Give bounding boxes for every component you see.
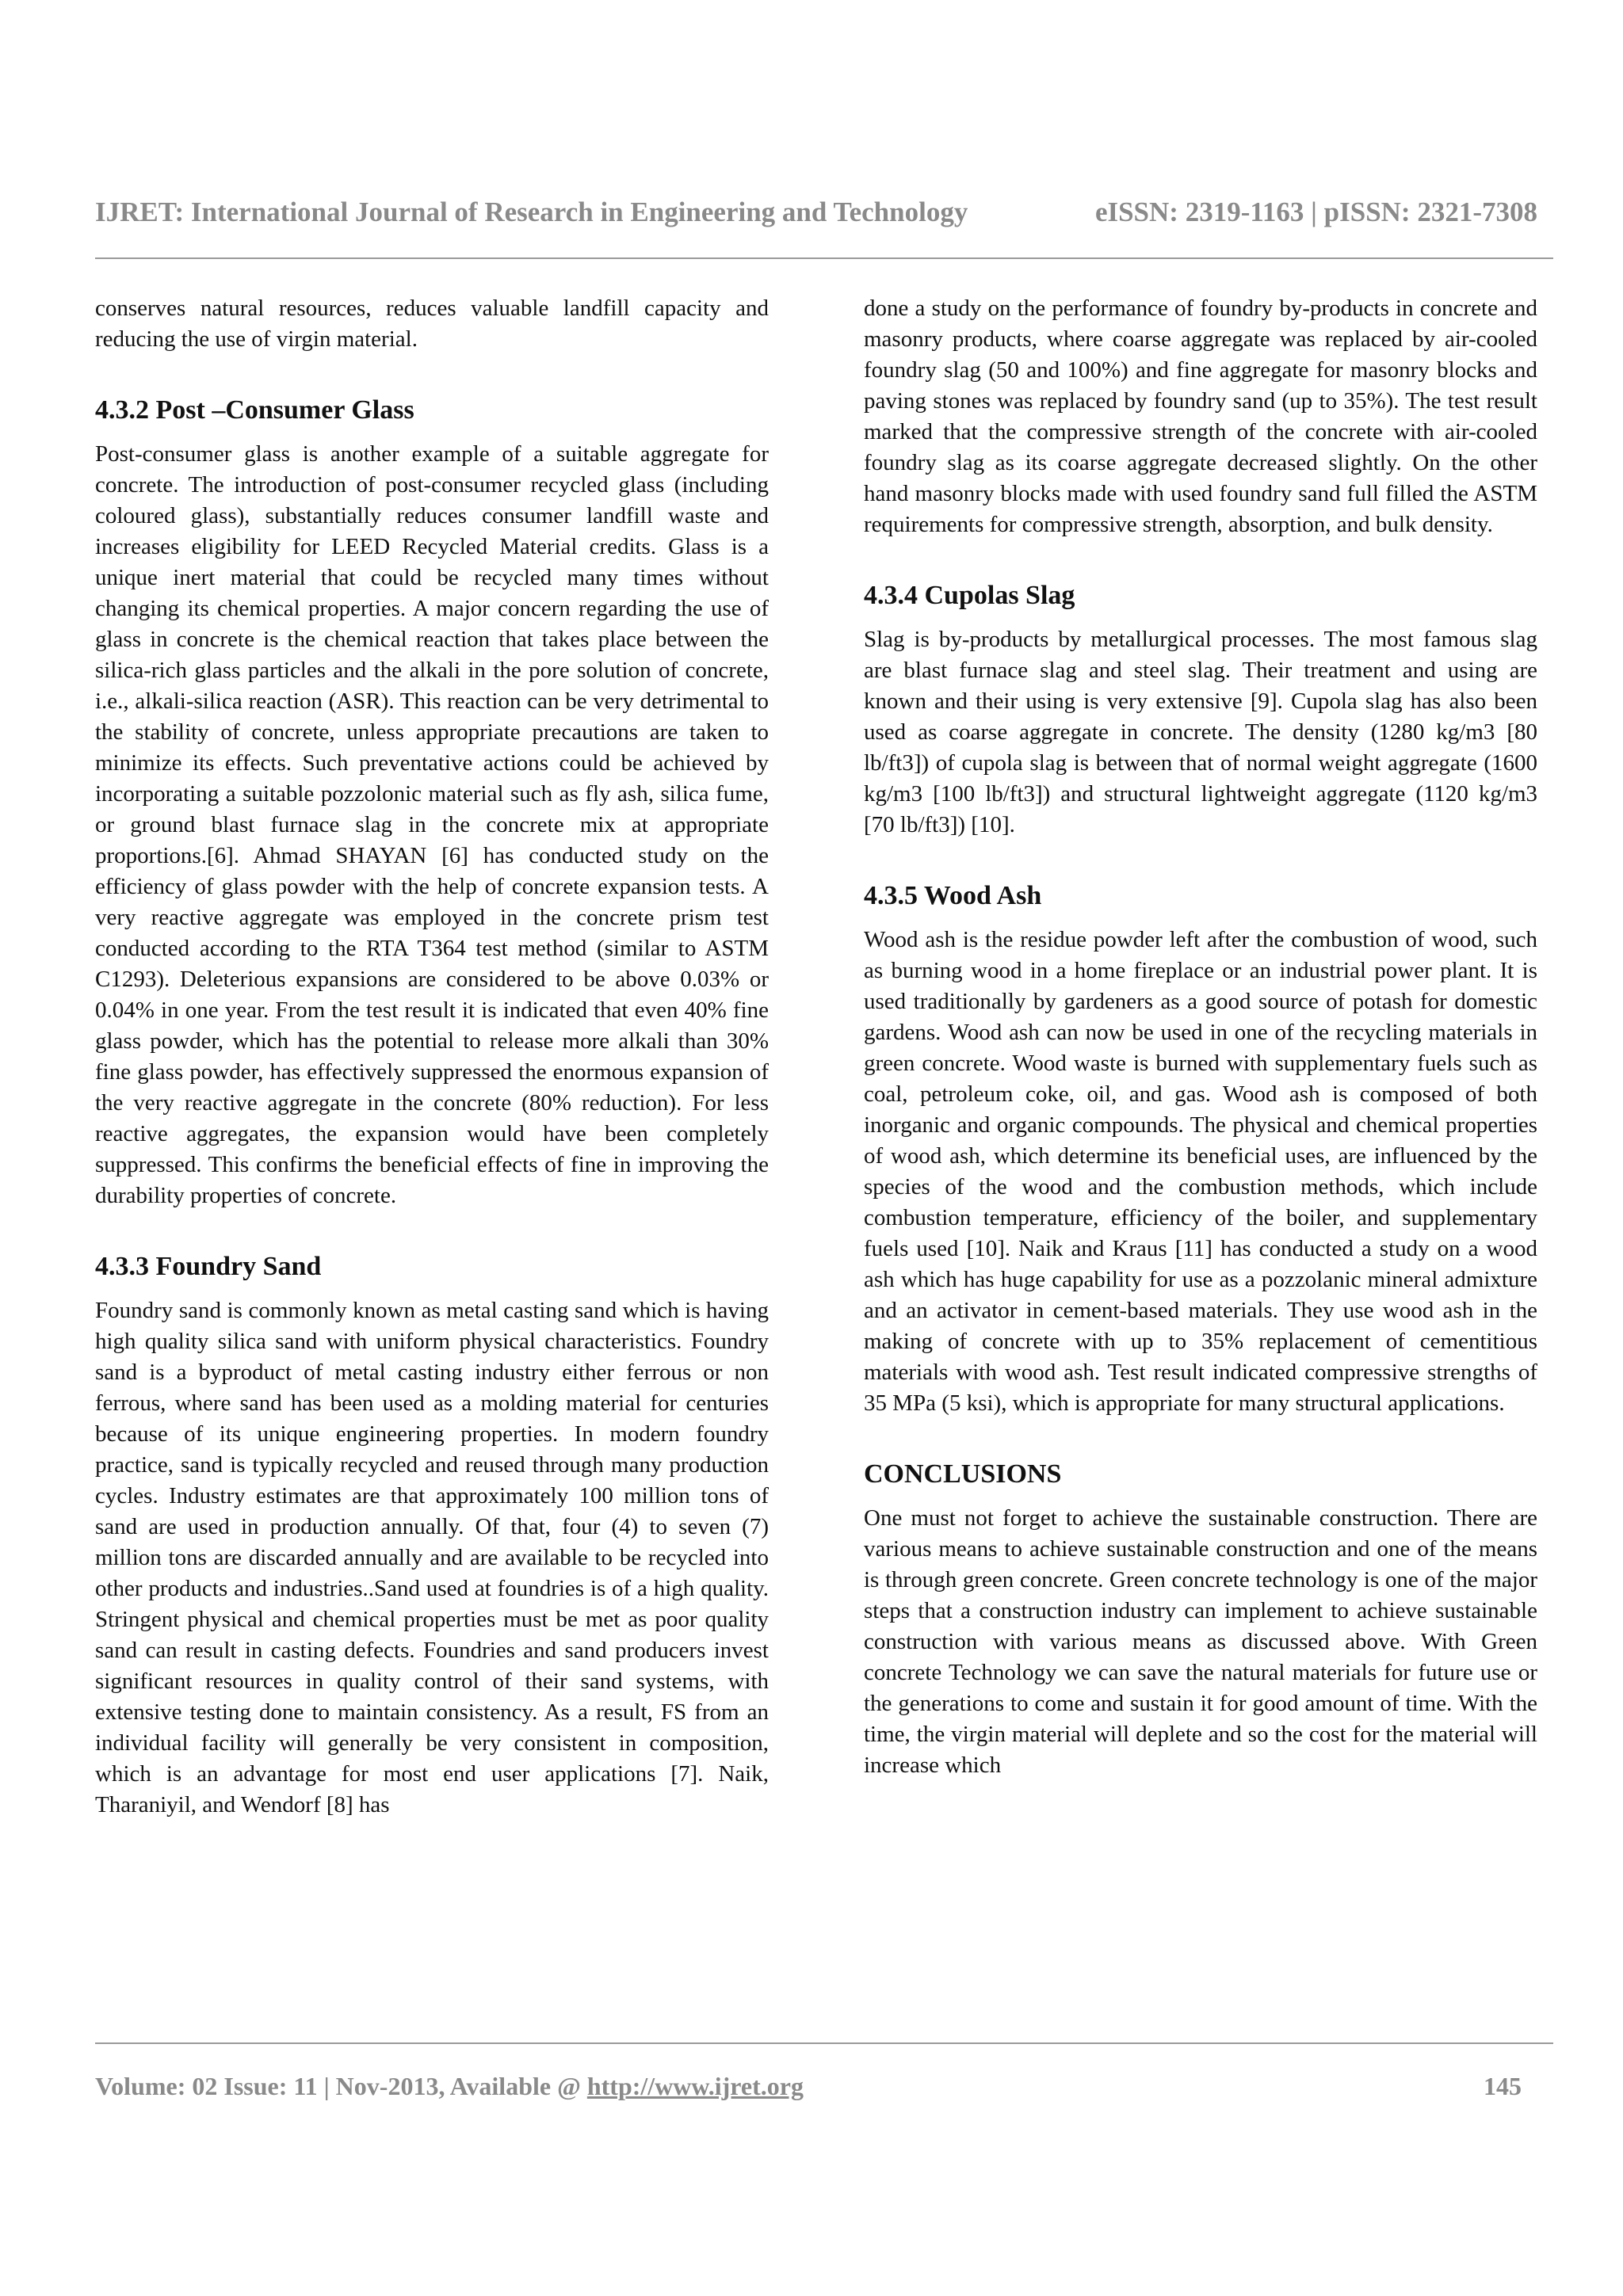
page-number: 145 bbox=[1484, 2071, 1522, 2100]
volume-text: Volume: 02 Issue: 11 | Nov-2013, Available @ bbox=[95, 2071, 587, 2100]
issn-info: eISSN: 2319-1163 | pISSN: 2321-7308 bbox=[1094, 196, 1537, 227]
continued-paragraph: conserves natural resources, reduces valuable landfill capacity and reducing the use of virgin material. bbox=[95, 296, 769, 352]
wood-ash-paragraph: Wood ash is the residue powder left after the combustion of wood, such as burning wood in a home fireplace or an industrial power plant. It is used traditionally by gardeners as a good source of potash for domestic gardens. Wood ash can now be used in one of the recycling materials in green concrete. Wood waste is burned with supplementary fuels such as coal, petroleum coke, oil, and gas. Wood ash is composed of both inorganic and organic compounds. The physical and chemical properties of wood ash, which determine its beneficial uses, are influenced by the species of the wood and the combustion methods, which include combustion temperature, efficiency of the boiler, and supplementary fuels used [10]. Naik and Kraus [11] has conducted a study on a wood ash which has huge capability for use as a pozzolanic mineral admixture and an activator in cement-based materials. They use wood ash in the making of concrete with up to 35% replacement of cementitious materials with wood ash. Test result indicated compressive strengths of 35 MPa (5 ksi), which is appropriate for many structural applications. bbox=[864, 927, 1537, 1416]
journal-url-link[interactable]: http://www.ijret.org bbox=[586, 2071, 804, 2100]
volume-info bbox=[95, 2072, 804, 2101]
section-heading-conclusions: CONCLUSIONS bbox=[864, 1459, 1062, 1489]
post-consumer-glass-paragraph: Post-consumer glass is another example of a suitable aggregate for concrete. The introduction of post-consumer recycled glass (including coloured glass), substantially reduces consumer landfill waste and increases eligibility for LEED Recycled Material credits. Glass is a unique inert material that could be recycled many times without changing its chemical properties. A major concern regarding the use of glass in concrete is the chemical reaction that takes place between the silica-rich glass particles and the alkali in the pore solution of concrete, i.e., alkali-silica reaction (ASR). This reaction can be very detrimental to the stability of concrete, unless appropriate precautions are taken to minimize its effects. Such preventative actions could be achieved by incorporating a suitable pozzolonic material such as fly ash, silica fume, or ground blast furnace slag in the concrete mix at appropriate proportions.[6]. Ahmad SHAYAN [6] has conducted study on the efficiency of glass powder with the help of concrete expansion tests. A very reactive aggregate was employed in the concrete prism test conducted according to the RTA T364 test method (similar to ASTM C1293). Deleterious expansions are considered to be above 0.03% or 0.04% in one year. From the test result it is indicated that even 40% fine glass powder, which has the potential to release more alkali than 30% fine glass powder, has effectively suppressed the enormous expansion of the very reactive aggregate in the concrete (80% reduction). For less reactive aggregates, the expansion would have been completely suppressed. This confirms the beneficial effects of fine in improving the durability properties of concrete. bbox=[95, 441, 769, 1208]
cupolas-slag-paragraph: Slag is by-products by metallurgical processes. The most famous slag are blast furnace slag and steel slag. Their treatment and using are known and their using is very extensive [9]. Cupola slag has also been used as coarse aggregate in concrete. The density (1280 kg/m3 [80 lb/ft3]) of cupola slag is between that of normal weight aggregate (1600 kg/m3 [100 lb/ft3]) and structural lightweight aggregate (1120 kg/m3 [70 lb/ft3]) [10]. bbox=[864, 627, 1537, 837]
section-heading-wood-ash: 4.3.5 Wood Ash bbox=[864, 881, 1042, 910]
header-rule bbox=[95, 257, 1553, 259]
footer-rule bbox=[95, 2042, 1553, 2044]
foundry-sand-continued-paragraph: done a study on the performance of foundry by-products in concrete and masonry products, where coarse aggregate was replaced by air-cooled foundry slag (50 and 100%) and fine aggregate for masonry blocks and paving stones was replaced by foundry sand (up to 35%). The test result marked that the compressive strength of the concrete with air-cooled foundry slag as its coarse aggregate decreased slightly. On the other hand masonry blocks made with used foundry sand full filled the ASTM requirements for compressive strength, absorption, and bulk density. bbox=[864, 296, 1537, 537]
right-column bbox=[864, 293, 1537, 1781]
foundry-sand-paragraph: Foundry sand is commonly known as metal casting sand which is having high quality silica sand with uniform physical characteristics. Foundry sand is a byproduct of metal casting industry either ferrous or non ferrous, where sand has been used as a molding material for centuries because of its unique engineering properties. In modern foundry practice, sand is typically recycled and reused through many production cycles. Industry estimates are that approximately 100 million tons of sand are used in production annually. Of that, four (4) to seven (7) million tons are discarded annually and are available to be recycled into other products and industries..Sand used at foundries is of a high quality. Stringent physical and chemical properties must be met as poor quality sand can result in casting defects. Foundries and sand producers invest significant resources in quality control of their sand systems, with extensive testing done to maintain consistency. As a result, FS from an individual facility will generally be very consistent in composition, which is an advantage for most end user applications [7]. Naik, Tharaniyil, and Wendorf [8] has bbox=[95, 1298, 769, 1817]
journal-title: IJRET: International Journal of Research in Engineering and Technology bbox=[95, 196, 968, 227]
conclusions-paragraph: One must not forget to achieve the sustainable construction. There are various means to achieve sustainable construction and one of the means is through green concrete. Green concrete technology is one of the major steps that a construction industry can implement to achieve sustainable construction with various means as discussed above. With Green concrete Technology we can save the natural materials for future use or the generations to come and sustain it for good amount of time. With the time, the virgin material will deplete and so the cost for the material will increase which bbox=[864, 1505, 1537, 1778]
running-header bbox=[95, 189, 1537, 236]
left-column bbox=[95, 293, 769, 1821]
section-heading-cupolas-slag: 4.3.4 Cupolas Slag bbox=[864, 581, 1075, 610]
section-heading-foundry-sand: 4.3.3 Foundry Sand bbox=[95, 1252, 322, 1281]
section-heading-post-consumer-glass: 4.3.2 Post –Consumer Glass bbox=[95, 395, 414, 425]
running-footer bbox=[95, 2066, 1522, 2106]
